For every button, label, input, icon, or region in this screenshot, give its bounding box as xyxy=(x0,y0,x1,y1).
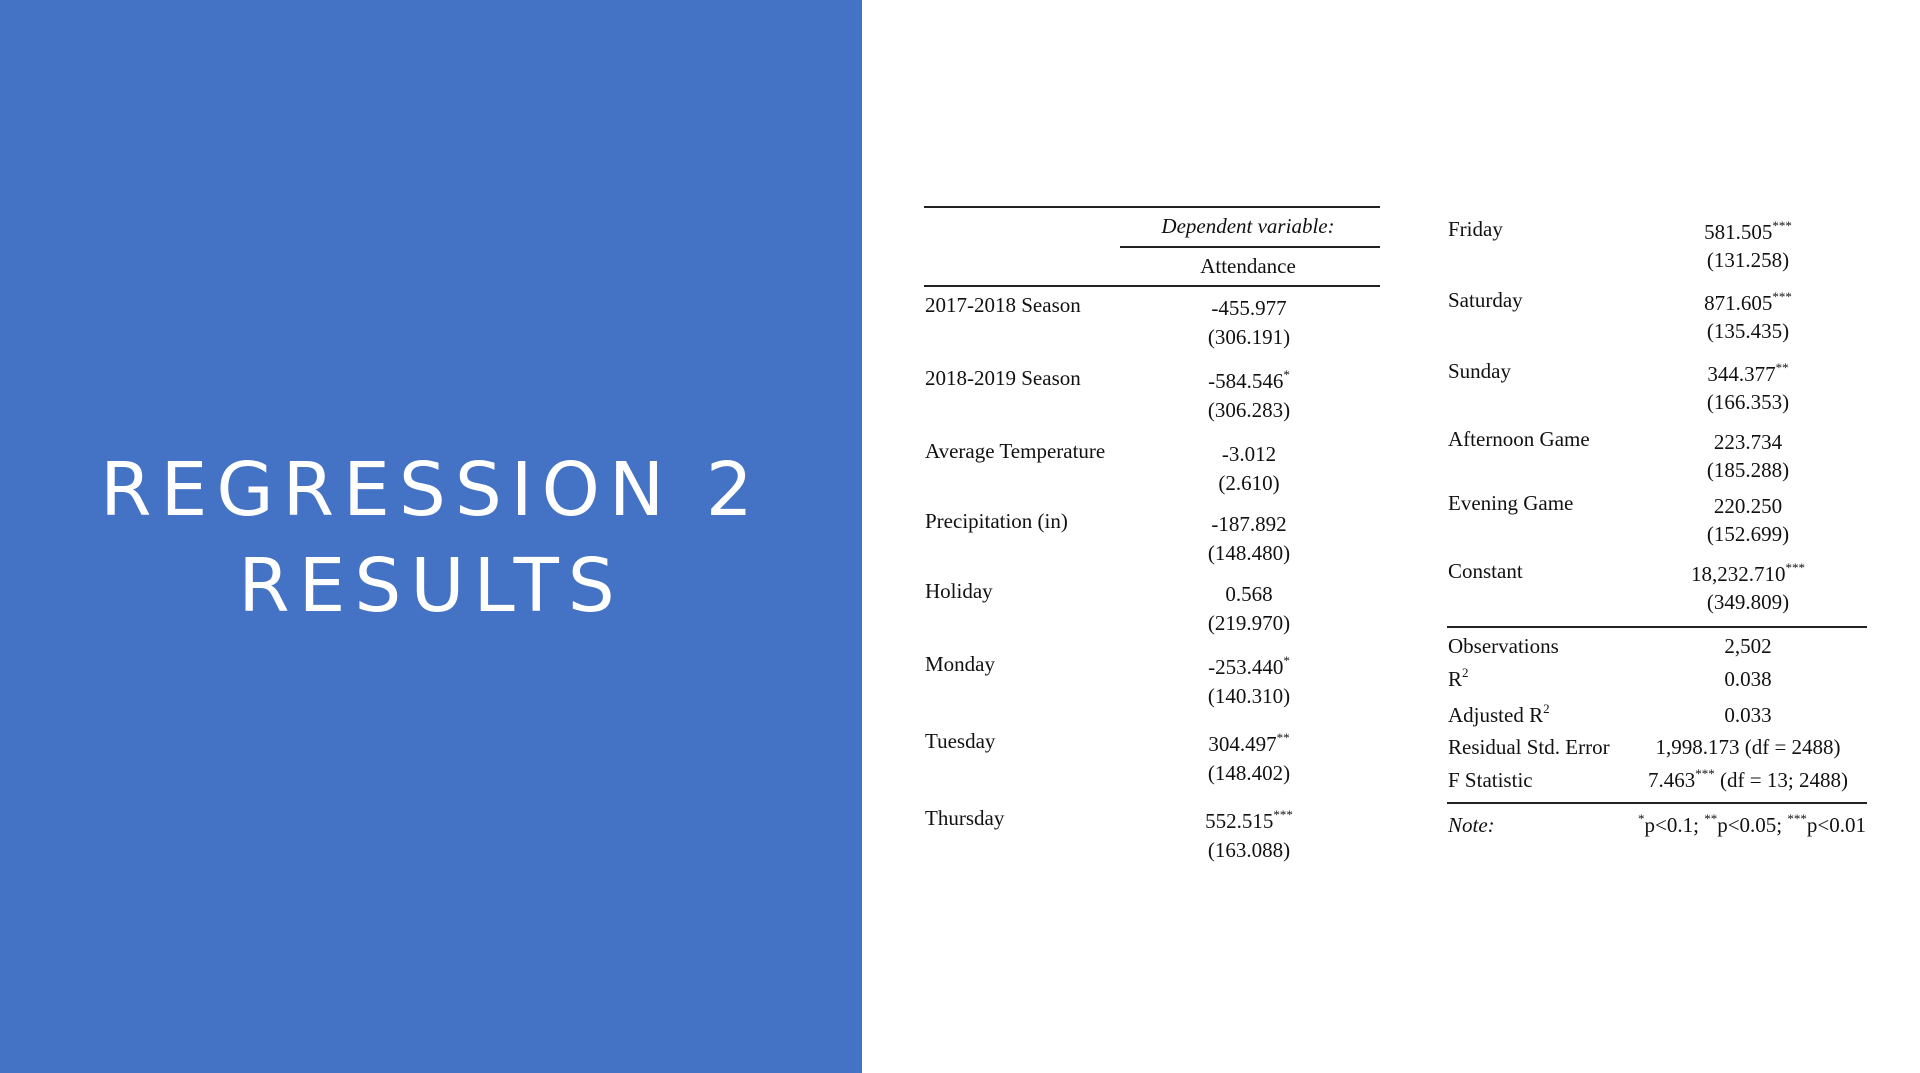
significance-stars: ** xyxy=(1276,730,1290,745)
residual-std-error-value: 1,998.173 (df = 2488) xyxy=(1655,735,1841,759)
significance-stars: *** xyxy=(1785,560,1805,575)
right-row-label: Evening Game xyxy=(1448,491,1574,515)
right-row-label: Afternoon Game xyxy=(1448,427,1590,451)
left-row-label: Precipitation (in) xyxy=(925,509,1068,533)
left-row-standard-error: (163.088) xyxy=(1207,838,1291,862)
slide-title xyxy=(0,442,862,634)
right-row-standard-error: (135.435) xyxy=(1706,319,1790,343)
left-row-standard-error: (148.480) xyxy=(1207,541,1291,565)
left-row-coefficient: -253.440* xyxy=(1208,653,1290,679)
significance-stars: * xyxy=(1283,367,1290,382)
left-row-label: Average Temperature xyxy=(925,439,1106,463)
left-row-coefficient: -3.012 xyxy=(1221,442,1277,466)
left-row-label: Tuesday xyxy=(925,729,996,753)
note-rule xyxy=(1447,802,1867,804)
right-row-standard-error: (349.809) xyxy=(1706,590,1790,614)
residual-std-error-label: Residual Std. Error xyxy=(1448,735,1610,759)
significance-stars: *** xyxy=(1772,218,1792,233)
right-row-standard-error: (131.258) xyxy=(1706,248,1790,272)
right-row-label: Constant xyxy=(1448,559,1523,583)
right-row-coefficient: 871.605*** xyxy=(1704,289,1792,315)
dependent-variable-rule xyxy=(1120,246,1380,248)
left-row-coefficient: -455.977 xyxy=(1211,296,1287,320)
left-row-label: Monday xyxy=(925,652,995,676)
significance-note: *p<0.1; **p<0.05; ***p<0.01 xyxy=(1638,811,1866,837)
f-statistic-value: 7.463*** (df = 13; 2488) xyxy=(1648,766,1848,792)
r2-label: $R^2$ xyxy=(1448,665,1469,691)
right-row-coefficient: 223.734 xyxy=(1713,430,1783,454)
table-top-rule xyxy=(924,206,1380,208)
right-row-coefficient: 220.250 xyxy=(1713,494,1783,518)
note-label: Note: xyxy=(1448,813,1495,837)
left-row-label: Holiday xyxy=(925,579,993,603)
observations-value: 2,502 xyxy=(1724,634,1772,658)
left-row-coefficient: -584.546* xyxy=(1208,367,1290,393)
header-bottom-rule xyxy=(924,285,1380,287)
left-row-standard-error: (148.402) xyxy=(1207,761,1291,785)
significance-stars: * xyxy=(1283,653,1290,668)
left-row-label: 2018-2019 Season xyxy=(925,366,1081,390)
left-row-coefficient: 304.497** xyxy=(1208,730,1290,756)
significance-stars: *** xyxy=(1273,807,1293,822)
right-row-coefficient: 344.377** xyxy=(1707,360,1789,386)
column-header: Attendance xyxy=(1200,254,1296,278)
left-row-label: Thursday xyxy=(925,806,1005,830)
adjusted-r2-label: Adjusted $R^2$ xyxy=(1448,701,1550,727)
right-row-standard-error: (152.699) xyxy=(1706,522,1790,546)
slide-title-line1: REGRESSION 2 xyxy=(100,447,762,533)
f-statistic-label: F Statistic xyxy=(1448,768,1533,792)
left-row-standard-error: (219.970) xyxy=(1207,611,1291,635)
right-row-label: Sunday xyxy=(1448,359,1511,383)
slide-title-line2: RESULTS xyxy=(238,543,624,629)
observations-label: Observations xyxy=(1448,634,1559,658)
stats-top-rule xyxy=(1447,626,1867,628)
right-row-label: Friday xyxy=(1448,217,1503,241)
left-row-standard-error: (140.310) xyxy=(1207,684,1291,708)
significance-stars: *** xyxy=(1772,289,1792,304)
left-row-coefficient: -187.892 xyxy=(1211,512,1287,536)
left-row-coefficient: 0.568 xyxy=(1225,582,1273,606)
right-row-label: Saturday xyxy=(1448,288,1523,312)
right-row-standard-error: (166.353) xyxy=(1706,390,1790,414)
right-row-standard-error: (185.288) xyxy=(1706,458,1790,482)
right-row-coefficient: 18,232.710*** xyxy=(1691,560,1805,586)
r2-value: 0.038 xyxy=(1724,667,1772,691)
left-row-standard-error: (306.191) xyxy=(1207,325,1291,349)
left-row-label: 2017-2018 Season xyxy=(925,293,1081,317)
left-row-coefficient: 552.515*** xyxy=(1205,807,1293,833)
left-row-standard-error: (306.283) xyxy=(1207,398,1291,422)
dependent-variable-header: Dependent variable: xyxy=(1161,214,1335,238)
significance-stars: ** xyxy=(1775,360,1789,375)
adjusted-r2-value: 0.033 xyxy=(1724,703,1772,727)
right-row-coefficient: 581.505*** xyxy=(1704,218,1792,244)
left-row-standard-error: (2.610) xyxy=(1218,471,1280,495)
